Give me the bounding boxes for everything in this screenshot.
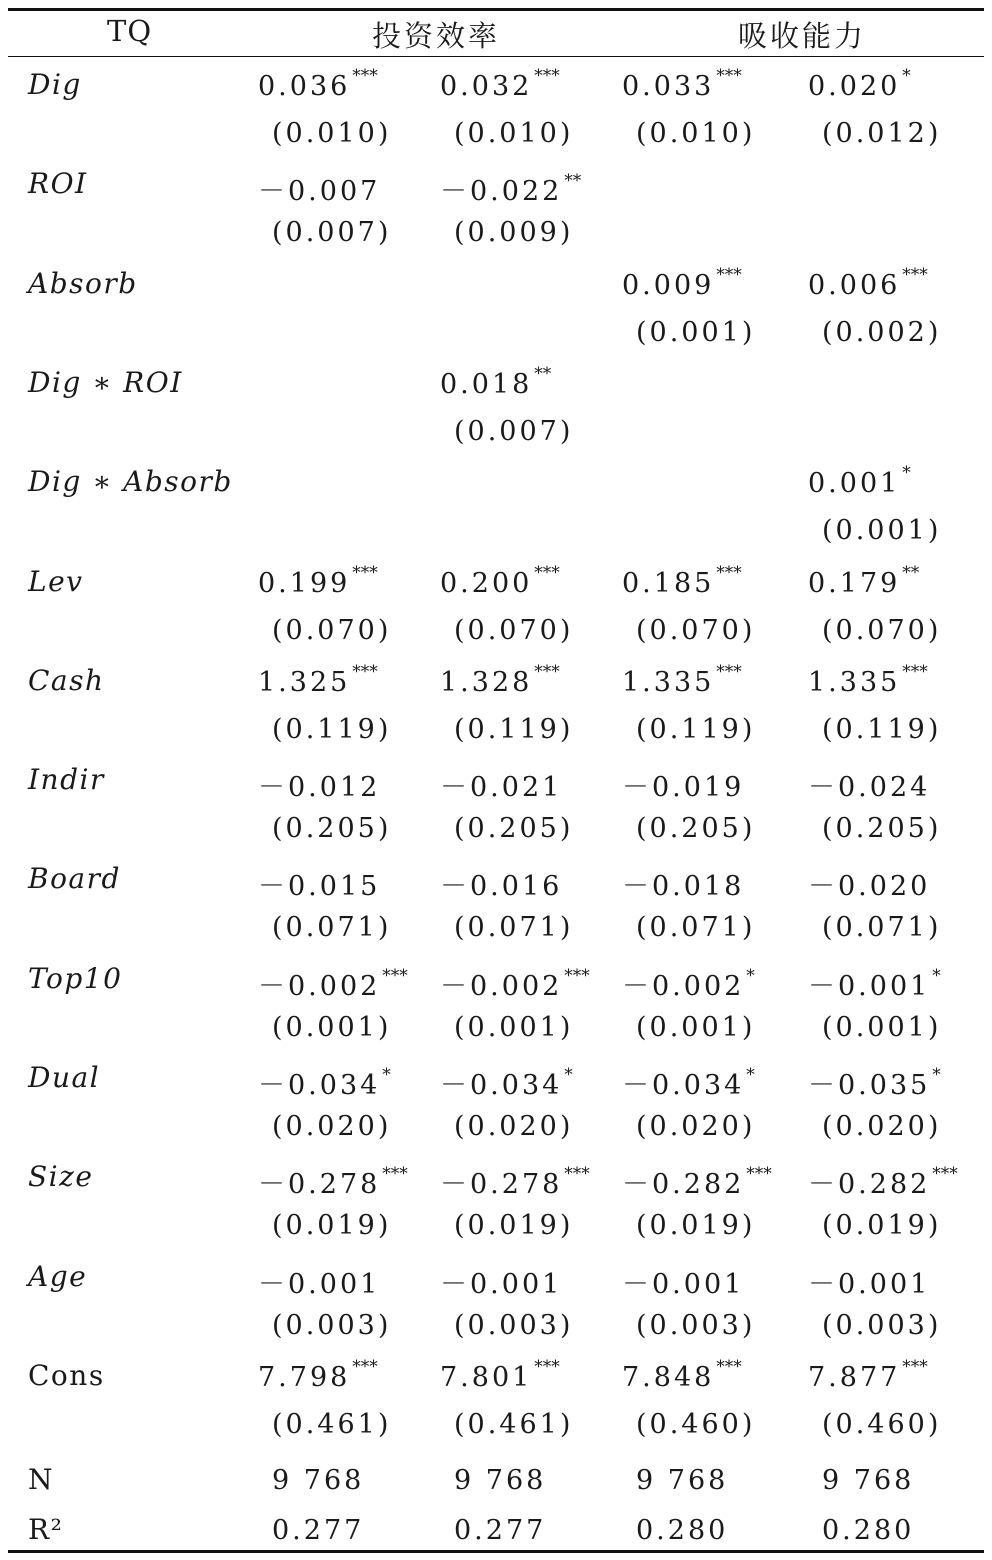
summary-value: 9 768	[822, 1465, 915, 1496]
coefficient-value: －0.001	[622, 1268, 745, 1300]
coefficient-value: 7.848	[622, 1361, 715, 1393]
standard-error-row	[0, 1200, 992, 1250]
coefficient-cell	[622, 1162, 772, 1201]
standard-error-cell: (0.009)	[454, 217, 574, 249]
coefficient-cell	[440, 1356, 560, 1393]
coefficient-cell	[440, 661, 560, 698]
summary-value: 0.280	[636, 1515, 729, 1546]
standard-error-cell: (0.070)	[822, 614, 942, 646]
coefficient-cell	[258, 1262, 380, 1301]
significance-stars: ***	[534, 661, 560, 682]
significance-stars: ***	[902, 661, 928, 682]
coefficient-value: 0.032	[440, 71, 533, 102]
standard-error-cell: (0.019)	[822, 1210, 942, 1242]
standard-error-cell: (0.070)	[636, 614, 756, 646]
row-label: Age	[28, 1259, 88, 1293]
coefficient-cell	[622, 264, 742, 301]
coefficient-cell	[808, 1262, 930, 1301]
significance-stars: *	[932, 965, 941, 986]
coefficient-value: －0.007	[258, 176, 381, 208]
coefficient-cell	[622, 562, 742, 599]
standard-error-row	[0, 207, 992, 257]
standard-error-cell: (0.461)	[272, 1408, 392, 1440]
standard-error-row	[0, 902, 992, 952]
standard-error-cell: (0.019)	[454, 1210, 574, 1242]
coefficient-cell	[258, 66, 378, 102]
summary-row	[0, 1505, 992, 1555]
standard-error-cell: (0.020)	[454, 1111, 574, 1142]
table-header-rule	[8, 56, 984, 57]
significance-stars: ***	[902, 264, 928, 285]
coefficient-cell	[622, 765, 744, 804]
table-row	[0, 457, 992, 507]
row-label: Dig ∗ ROI	[28, 365, 183, 399]
coefficient-value: －0.002	[440, 970, 563, 1002]
standard-error-cell: (0.001)	[454, 1011, 574, 1043]
table-row	[0, 159, 992, 209]
coefficient-value: 7.798	[258, 1361, 351, 1393]
row-label: R²	[28, 1513, 64, 1546]
coefficient-cell	[258, 661, 378, 698]
table-row	[0, 1053, 992, 1103]
coefficient-cell	[622, 661, 742, 698]
coefficient-value: －0.019	[622, 772, 745, 804]
coefficient-cell	[622, 1262, 744, 1301]
summary-value: 0.277	[454, 1515, 547, 1546]
coefficient-value: －0.278	[440, 1169, 563, 1201]
coefficient-cell	[440, 1063, 573, 1102]
coefficient-cell	[258, 964, 408, 1003]
group-header-investment-efficiency: 投资效率	[372, 19, 501, 53]
standard-error-cell: (0.003)	[636, 1309, 756, 1341]
standard-error-row	[0, 406, 992, 456]
standard-error-cell: (0.012)	[822, 118, 942, 149]
standard-error-row	[0, 505, 992, 555]
significance-stars: *	[382, 1065, 391, 1085]
significance-stars: ***	[352, 661, 378, 682]
table-row	[0, 755, 992, 805]
coefficient-cell	[258, 169, 380, 208]
standard-error-cell: (0.001)	[822, 515, 942, 547]
coefficient-cell	[258, 765, 380, 804]
standard-error-cell: (0.019)	[636, 1210, 756, 1242]
significance-stars: ***	[746, 1164, 772, 1185]
coefficient-cell	[808, 661, 928, 698]
significance-stars: ***	[534, 66, 560, 86]
coefficient-cell	[440, 864, 562, 903]
standard-error-cell: (0.007)	[454, 415, 574, 447]
table-row	[0, 954, 992, 1004]
summary-row	[0, 1455, 992, 1505]
summary-value: 0.280	[822, 1515, 915, 1546]
row-label: Absorb	[28, 266, 138, 300]
coefficient-value: 1.325	[258, 666, 351, 698]
coefficient-value: 0.036	[258, 71, 351, 102]
standard-error-cell: (0.071)	[272, 912, 392, 944]
standard-error-cell: (0.071)	[454, 912, 574, 944]
coefficient-value: －0.016	[440, 871, 563, 903]
standard-error-cell: (0.071)	[822, 912, 942, 944]
row-label: Cons	[28, 1358, 105, 1392]
standard-error-cell: (0.020)	[822, 1111, 942, 1142]
summary-value: 0.277	[272, 1515, 365, 1546]
coefficient-value: －0.015	[258, 871, 381, 903]
standard-error-row	[0, 1399, 992, 1449]
significance-stars: ***	[352, 66, 378, 86]
standard-error-row	[0, 704, 992, 754]
row-label: Indir	[28, 763, 105, 797]
coefficient-cell	[440, 66, 560, 102]
significance-stars: ***	[564, 965, 590, 986]
standard-error-cell: (0.119)	[822, 713, 942, 745]
standard-error-cell: (0.119)	[636, 713, 756, 745]
summary-value: 9 768	[636, 1465, 729, 1496]
coefficient-cell	[808, 66, 911, 102]
coefficient-value: －0.001	[808, 970, 931, 1002]
standard-error-cell: (0.205)	[822, 813, 942, 845]
coefficient-cell	[808, 463, 911, 500]
dependent-variable-header: TQ	[107, 14, 153, 48]
coefficient-value: 0.006	[808, 269, 901, 301]
significance-stars: **	[564, 171, 582, 192]
coefficient-value: －0.001	[808, 1268, 931, 1300]
standard-error-cell: (0.460)	[636, 1408, 756, 1440]
table-bottom-rule	[8, 1550, 984, 1553]
coefficient-cell	[808, 864, 930, 903]
standard-error-cell: (0.205)	[454, 813, 574, 845]
coefficient-cell	[622, 1063, 755, 1102]
significance-stars: *	[902, 66, 911, 86]
coefficient-value: －0.001	[440, 1268, 563, 1300]
significance-stars: ***	[534, 562, 560, 583]
coefficient-value: －0.024	[808, 772, 931, 804]
standard-error-cell: (0.020)	[636, 1111, 756, 1142]
coefficient-cell	[808, 1162, 958, 1201]
standard-error-cell: (0.002)	[822, 316, 942, 348]
coefficient-cell	[808, 1356, 928, 1393]
significance-stars: ***	[382, 965, 408, 986]
standard-error-row	[0, 108, 992, 158]
row-label: Lev	[28, 564, 84, 598]
coefficient-cell	[258, 864, 380, 903]
coefficient-value: 0.199	[258, 567, 351, 599]
standard-error-row	[0, 1002, 992, 1052]
significance-stars: **	[534, 363, 552, 384]
coefficient-value: 0.200	[440, 567, 533, 599]
coefficient-value: 0.001	[808, 468, 901, 500]
standard-error-cell: (0.019)	[272, 1210, 392, 1242]
coefficient-value: 0.020	[808, 71, 901, 102]
row-label: Cash	[28, 663, 105, 697]
table-row	[0, 1351, 992, 1401]
significance-stars: ***	[902, 1356, 928, 1377]
significance-stars: *	[746, 1065, 755, 1085]
significance-stars: ***	[564, 1164, 590, 1185]
coefficient-cell	[258, 1063, 391, 1102]
coefficient-value: －0.002	[622, 970, 745, 1002]
coefficient-value: －0.034	[258, 1070, 381, 1101]
coefficient-value: －0.278	[258, 1169, 381, 1201]
standard-error-cell: (0.205)	[636, 813, 756, 845]
significance-stars: ***	[534, 1356, 560, 1377]
coefficient-value: 1.335	[808, 666, 901, 698]
significance-stars: ***	[382, 1164, 408, 1185]
coefficient-cell	[622, 964, 755, 1003]
coefficient-value: －0.034	[622, 1070, 745, 1101]
standard-error-row	[0, 803, 992, 853]
coefficient-cell	[808, 264, 928, 301]
coefficient-cell	[808, 765, 930, 804]
row-label: N	[28, 1463, 54, 1496]
coefficient-cell	[440, 562, 560, 599]
significance-stars: ***	[716, 661, 742, 682]
standard-error-cell: (0.003)	[822, 1309, 942, 1341]
standard-error-row	[0, 1300, 992, 1350]
coefficient-cell	[622, 1356, 742, 1393]
coefficient-cell	[808, 964, 941, 1003]
coefficient-value: －0.021	[440, 772, 563, 804]
significance-stars: ***	[716, 264, 742, 285]
coefficient-cell	[258, 1356, 378, 1393]
significance-stars: *	[564, 1065, 573, 1085]
coefficient-value: －0.034	[440, 1070, 563, 1101]
standard-error-row	[0, 1101, 992, 1151]
table-top-rule	[8, 8, 984, 11]
table-row	[0, 854, 992, 904]
standard-error-cell: (0.003)	[272, 1309, 392, 1341]
coefficient-cell	[808, 562, 920, 599]
coefficient-cell	[440, 1262, 562, 1301]
significance-stars: *	[746, 965, 755, 986]
table-row	[0, 60, 992, 110]
table-row	[0, 557, 992, 607]
coefficient-value: 0.179	[808, 567, 901, 599]
significance-stars: ***	[716, 562, 742, 583]
coefficient-value: －0.002	[258, 970, 381, 1002]
standard-error-cell: (0.010)	[454, 118, 574, 149]
coefficient-value: 7.877	[808, 1361, 901, 1393]
significance-stars: ***	[352, 562, 378, 583]
significance-stars: ***	[716, 66, 742, 86]
standard-error-cell: (0.001)	[272, 1011, 392, 1043]
standard-error-cell: (0.071)	[636, 912, 756, 944]
coefficient-value: －0.282	[622, 1169, 745, 1201]
coefficient-value: －0.001	[258, 1268, 381, 1300]
coefficient-cell	[258, 1162, 408, 1201]
coefficient-value: －0.035	[808, 1070, 931, 1101]
row-label: Dual	[28, 1061, 101, 1094]
standard-error-cell: (0.001)	[822, 1011, 942, 1043]
standard-error-cell: (0.010)	[636, 118, 756, 149]
row-label: Board	[28, 862, 121, 896]
coefficient-value: 0.185	[622, 567, 715, 599]
coefficient-value: －0.022	[440, 176, 563, 208]
summary-value: 9 768	[272, 1465, 365, 1496]
row-label: Top10	[28, 961, 123, 995]
coefficient-cell	[622, 66, 742, 102]
table-row	[0, 1252, 992, 1302]
standard-error-cell: (0.461)	[454, 1408, 574, 1440]
standard-error-cell: (0.020)	[272, 1111, 392, 1142]
significance-stars: ***	[352, 1356, 378, 1377]
table-row	[0, 1152, 992, 1202]
coefficient-cell	[440, 1162, 590, 1201]
coefficient-cell	[440, 363, 552, 400]
coefficient-cell	[258, 562, 378, 599]
coefficient-value: －0.012	[258, 772, 381, 804]
standard-error-row	[0, 307, 992, 357]
coefficient-value: 0.009	[622, 269, 715, 301]
coefficient-value: －0.020	[808, 871, 931, 903]
standard-error-cell: (0.070)	[272, 614, 392, 646]
significance-stars: ***	[716, 1356, 742, 1377]
standard-error-cell: (0.001)	[636, 1011, 756, 1043]
standard-error-cell: (0.119)	[272, 713, 392, 745]
standard-error-row	[0, 605, 992, 655]
significance-stars: *	[902, 463, 911, 484]
standard-error-cell: (0.001)	[636, 316, 756, 348]
row-label: Dig ∗ Absorb	[28, 465, 233, 499]
table-row	[0, 656, 992, 706]
standard-error-cell: (0.003)	[454, 1309, 574, 1341]
significance-stars: ***	[932, 1164, 958, 1185]
coefficient-value: 7.801	[440, 1361, 533, 1393]
summary-value: 9 768	[454, 1465, 547, 1496]
standard-error-cell: (0.460)	[822, 1408, 942, 1440]
row-label: Dig	[28, 68, 82, 101]
group-header-absorptive-capacity: 吸收能力	[738, 19, 867, 53]
coefficient-value: 1.328	[440, 666, 533, 698]
table-row	[0, 358, 992, 408]
coefficient-value: 1.335	[622, 666, 715, 698]
coefficient-cell	[622, 864, 744, 903]
coefficient-value: 0.033	[622, 71, 715, 102]
row-label: ROI	[28, 167, 88, 201]
standard-error-cell: (0.007)	[272, 217, 392, 249]
table-row	[0, 259, 992, 309]
coefficient-value: －0.282	[808, 1169, 931, 1201]
significance-stars: *	[932, 1065, 941, 1085]
standard-error-cell: (0.010)	[272, 118, 392, 149]
standard-error-cell: (0.119)	[454, 713, 574, 745]
standard-error-cell: (0.070)	[454, 614, 574, 646]
coefficient-cell	[808, 1063, 941, 1102]
coefficient-value: 0.018	[440, 368, 533, 400]
coefficient-cell	[440, 169, 581, 208]
coefficient-cell	[440, 765, 562, 804]
standard-error-cell: (0.205)	[272, 813, 392, 845]
coefficient-cell	[440, 964, 590, 1003]
coefficient-value: －0.018	[622, 871, 745, 903]
significance-stars: **	[902, 562, 920, 583]
row-label: Size	[28, 1160, 94, 1194]
